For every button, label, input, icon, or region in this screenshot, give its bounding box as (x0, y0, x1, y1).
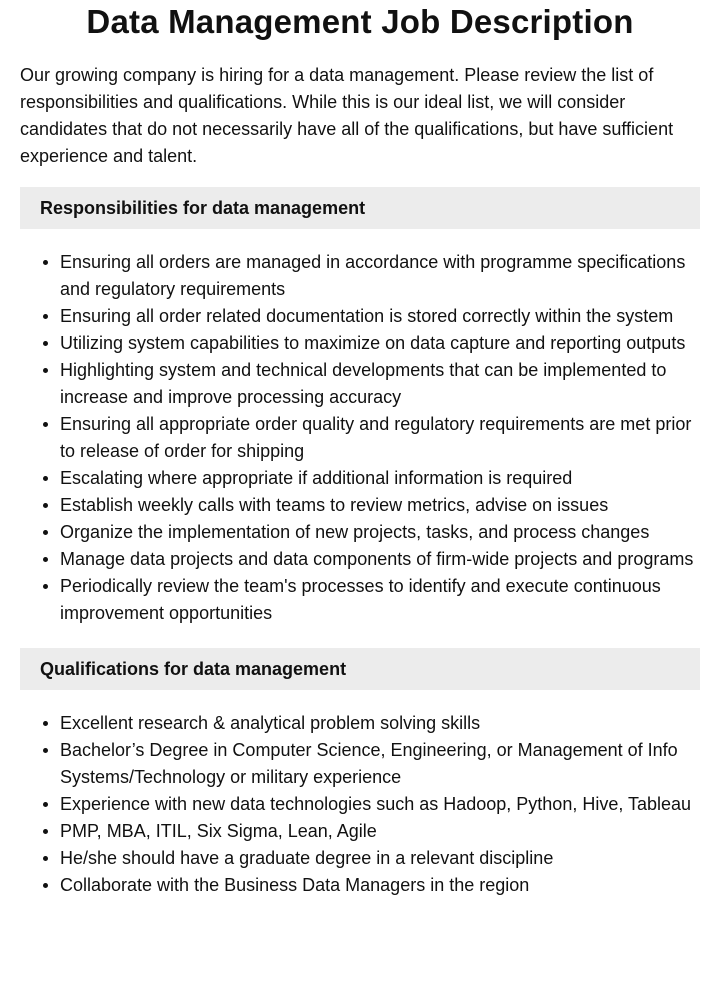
responsibilities-list (20, 249, 700, 627)
qualification-item: He/she should have a graduate degree in a relevant discipline (20, 845, 700, 872)
qualification-item: PMP, MBA, ITIL, Six Sigma, Lean, Agile (20, 818, 700, 845)
qualification-item: Excellent research & analytical problem solving skills (20, 710, 700, 737)
responsibility-item: Organize the implementation of new projects, tasks, and process changes (20, 519, 700, 546)
responsibility-item: Ensuring all order related documentation is stored correctly within the system (20, 303, 700, 330)
qualifications-list (20, 710, 700, 899)
qualification-item: Collaborate with the Business Data Managers in the region (20, 872, 700, 899)
qualifications-heading: Qualifications for data management (20, 648, 700, 690)
responsibility-item: Ensuring all orders are managed in accordance with programme specifications and regulatory requirements (20, 249, 700, 303)
responsibilities-heading: Responsibilities for data management (20, 187, 700, 229)
responsibility-item: Utilizing system capabilities to maximize on data capture and reporting outputs (20, 330, 700, 357)
responsibility-item: Establish weekly calls with teams to review metrics, advise on issues (20, 492, 700, 519)
responsibility-item: Escalating where appropriate if additional information is required (20, 465, 700, 492)
responsibility-item: Ensuring all appropriate order quality and regulatory requirements are met prior to release of order for shipping (20, 411, 700, 465)
responsibility-item: Periodically review the team's processes to identify and execute continuous improvement opportunities (20, 573, 700, 627)
qualification-item: Bachelor’s Degree in Computer Science, Engineering, or Management of Info Systems/Technology or military experience (20, 737, 700, 791)
qualification-item: Experience with new data technologies such as Hadoop, Python, Hive, Tableau (20, 791, 700, 818)
intro-paragraph: Our growing company is hiring for a data management. Please review the list of responsibilities and qualifications. While this is our ideal list, we will consider candidates that do not necessarily have all of the qualifications, but have sufficient experience and talent. (20, 65, 674, 166)
page-title: Data Management Job Description (86, 3, 634, 40)
responsibility-item: Highlighting system and technical developments that can be implemented to increase and improve processing accuracy (20, 357, 700, 411)
responsibility-item: Manage data projects and data components of firm-wide projects and programs (20, 546, 700, 573)
